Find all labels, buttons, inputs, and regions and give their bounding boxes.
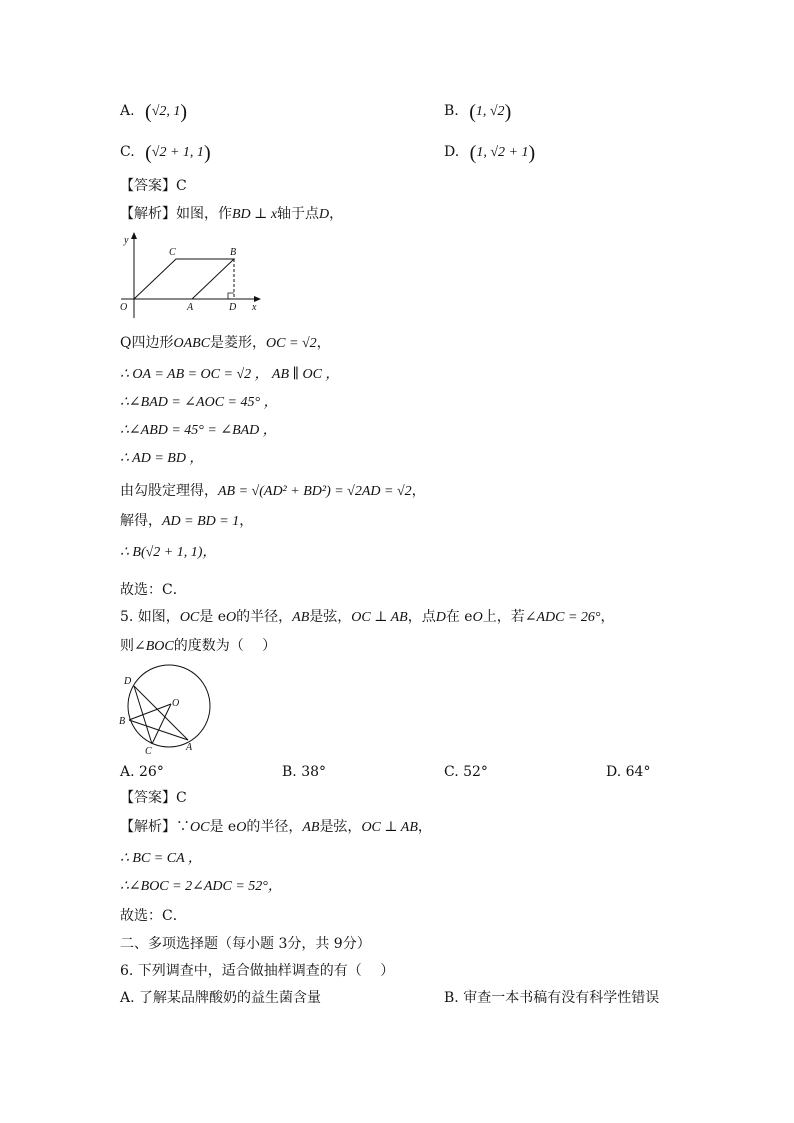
label-c: C: [145, 746, 152, 756]
option-b: B. (1, √2): [444, 101, 512, 123]
q4-conclusion: 故选：C．: [120, 582, 187, 598]
text: 的半径，: [246, 819, 303, 835]
text: 的度数为（ ）: [173, 638, 277, 654]
q4-step-2: ∴ OA = AB = OC = √2 ， AB ∥ OC ，: [120, 367, 340, 382]
q5-option-d: D. 64°: [606, 764, 651, 780]
q6-option-a: A. 了解某品牌酸奶的益生菌含量: [120, 990, 322, 1006]
q6-option-b: B. 审查一本书稿有没有科学性错误: [444, 990, 660, 1006]
label-a: A: [186, 742, 193, 753]
text: ，: [600, 609, 615, 625]
math: BD ⊥ x: [232, 207, 278, 222]
q5-option-a: A. 26°: [120, 764, 164, 780]
math: OC ⊥ AB: [351, 610, 408, 625]
math: O: [472, 610, 483, 625]
q4-answer: 【答案】C: [120, 178, 187, 194]
q5-stem-line1: [120, 607, 615, 628]
text: ，: [239, 513, 254, 529]
q4-step-6: [120, 481, 426, 502]
label-b: B: [230, 247, 237, 258]
label-d: D: [124, 676, 132, 687]
text: 【解析】如图，作: [120, 206, 232, 222]
section-title: 二、多项选择题（每小题 3分，共 9分）: [120, 936, 371, 952]
math: ∠ADC = 26°: [524, 610, 601, 625]
text: ，: [316, 335, 331, 351]
q5-analysis-line1: [120, 817, 432, 838]
text: 轴于点: [277, 206, 320, 222]
option-b-value: 1, √2: [475, 104, 505, 119]
math: O: [236, 820, 247, 835]
text: 则: [120, 638, 134, 654]
q4-step-8: ∴ B(√2 + 1, 1)，: [120, 545, 217, 560]
option-label: B.: [444, 103, 459, 119]
text: 是菱形，: [210, 335, 267, 351]
q4-step-5: ∴ AD = BD ，: [120, 451, 204, 466]
text: 【解析】∵: [120, 819, 190, 835]
text: 在 e: [445, 609, 473, 625]
option-d-value: 1, √2 + 1: [476, 145, 529, 160]
text: 的半径，: [236, 609, 293, 625]
math: AB: [302, 820, 320, 835]
q4-step-1: [120, 333, 331, 354]
option-c-value: √2 + 1, 1: [151, 145, 204, 160]
option-a-value: √2, 1: [151, 104, 181, 119]
q4-step-4: ∴∠ABD = 45° = ∠BAD ，: [120, 423, 277, 438]
option-label: D.: [444, 144, 460, 160]
q5-option-b: B. 38°: [282, 764, 327, 780]
label-d: D: [229, 302, 237, 313]
option-label: A.: [120, 103, 135, 119]
text: 是 e: [199, 609, 227, 625]
text: 由勾股定理得，: [120, 483, 218, 499]
circle-figure: [116, 664, 216, 756]
label-o: O: [172, 698, 180, 709]
q4-step-3: ∴∠BAD = ∠AOC = 45° ，: [120, 395, 278, 410]
q5-stem-line2: [120, 636, 276, 657]
math: ∠BOC: [134, 639, 174, 654]
math: OC ⊥ AB: [361, 820, 418, 835]
text: ，: [329, 206, 344, 222]
text: 是 e: [209, 819, 237, 835]
math: AD = BD = 1: [162, 514, 240, 529]
label-c: C: [169, 247, 176, 258]
text: ，点: [407, 609, 436, 625]
q4-step-7: [120, 511, 253, 532]
q5-conclusion: 故选：C．: [120, 908, 187, 924]
label-x: x: [252, 302, 257, 313]
math: D: [319, 207, 330, 222]
math: OABC: [173, 336, 211, 351]
text: ，: [417, 819, 432, 835]
text: Q四边形: [120, 335, 174, 351]
q5-answer: 【答案】C: [120, 790, 187, 806]
text: ，: [411, 483, 426, 499]
math: OC: [179, 610, 200, 625]
q5-analysis-line2: ∴ BC = CA ，: [120, 851, 202, 866]
option-label: C.: [120, 144, 135, 160]
math: AB = √(AD² + BD²) = √2AD = √2: [218, 484, 412, 499]
option-a: A. (√2, 1): [120, 101, 188, 123]
text: 上，若: [482, 609, 525, 625]
option-d: D. (1, √2 + 1): [444, 142, 536, 164]
label-y: y: [124, 235, 129, 246]
math: O: [226, 610, 237, 625]
math: OC = √2: [266, 336, 317, 351]
text: 是弦，: [309, 609, 352, 625]
label-b: B: [119, 716, 126, 727]
math: OC: [190, 820, 210, 835]
math: D: [435, 610, 446, 625]
q4-analysis-intro: [120, 204, 343, 225]
label-o: O: [120, 302, 128, 313]
q5-analysis-line3: ∴∠BOC = 2∠ADC = 52°，: [120, 879, 282, 894]
label-a: A: [187, 302, 194, 313]
text: 5. 如图，: [120, 609, 180, 625]
q5-option-c: C. 52°: [444, 764, 488, 780]
text: 解得，: [120, 513, 162, 529]
rhombus-figure: [116, 230, 266, 325]
text: 是弦，: [319, 819, 362, 835]
option-c: C. (√2 + 1, 1): [120, 142, 211, 164]
q6-stem: 6. 下列调查中，适合做抽样调查的有（ ）: [120, 963, 395, 979]
math: AB: [292, 610, 310, 625]
